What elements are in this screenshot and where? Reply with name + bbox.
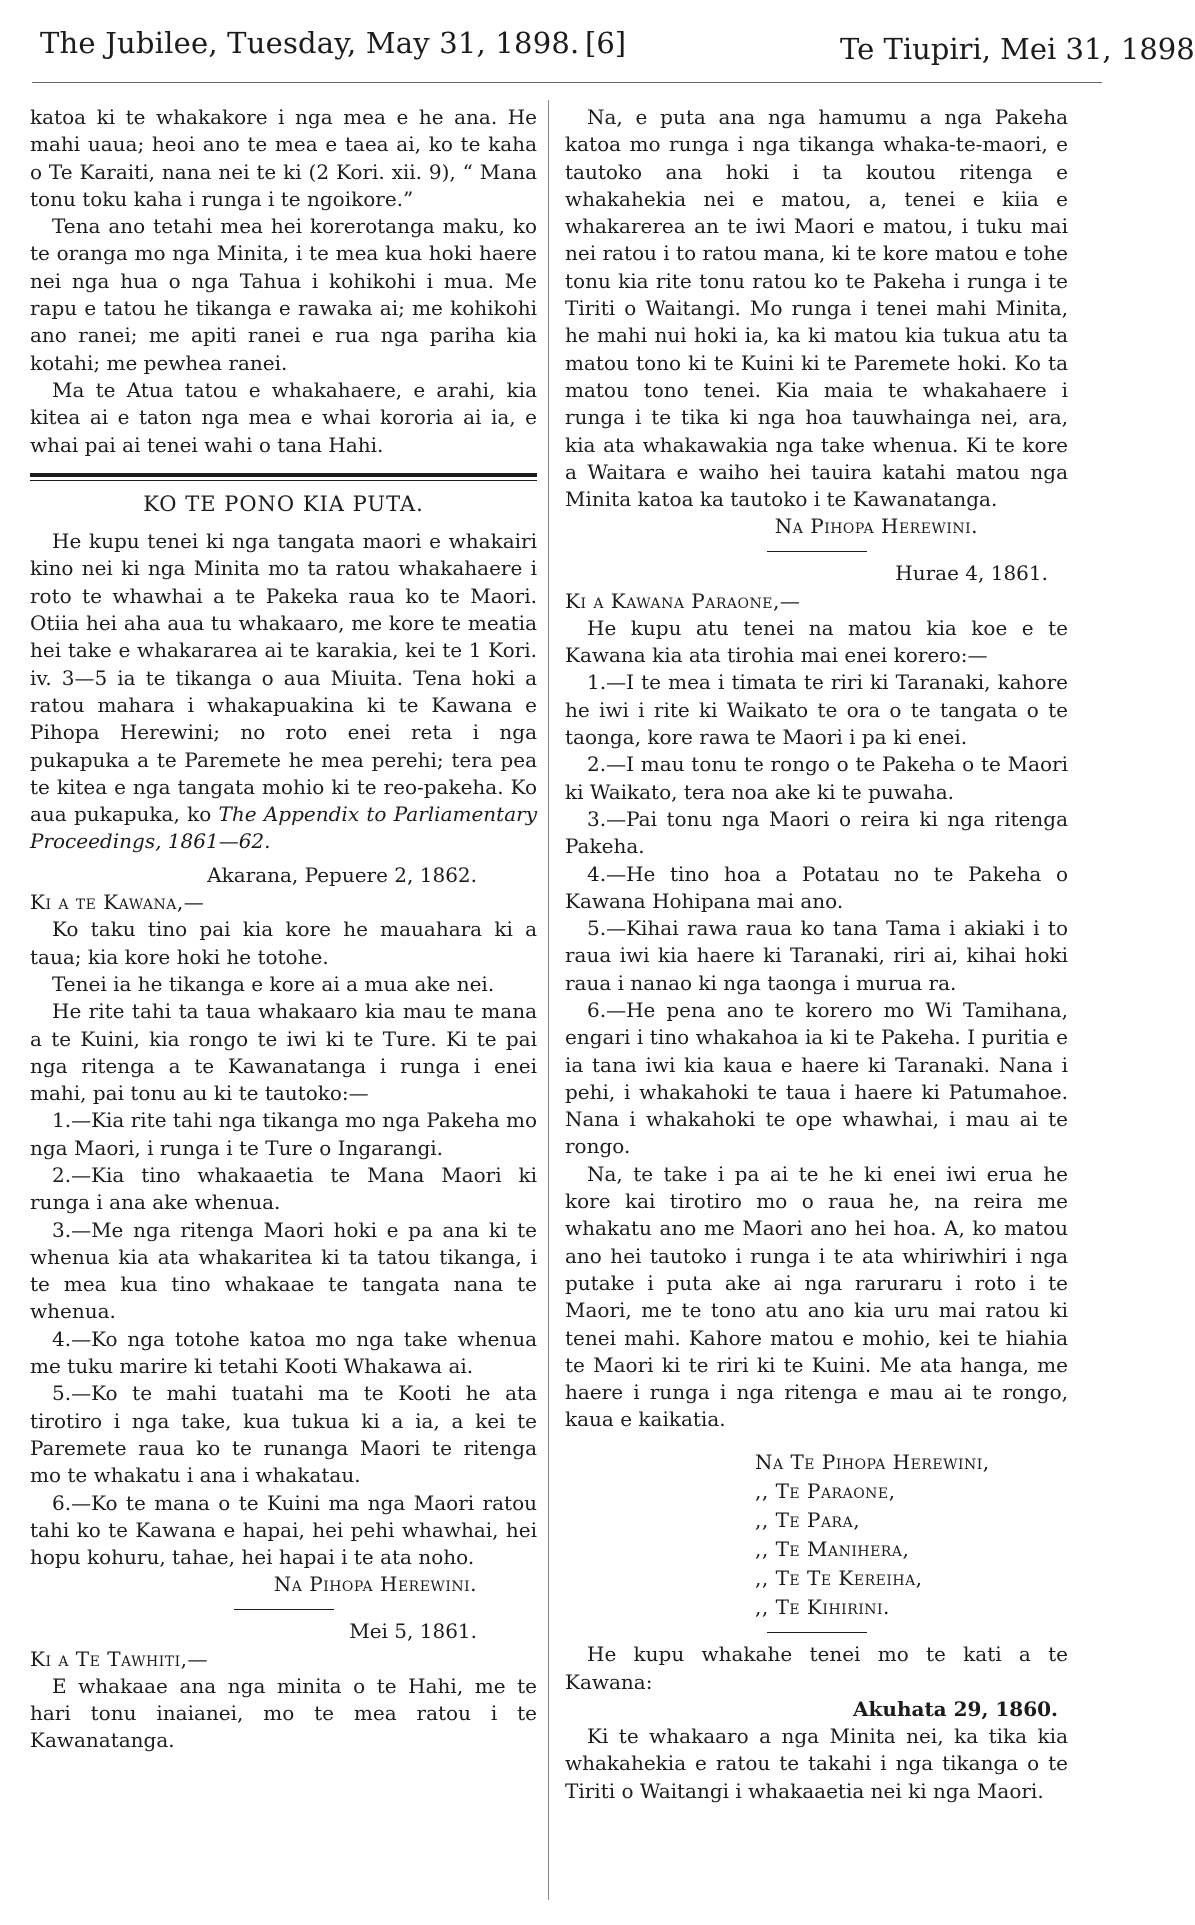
paragraph: katoa ki te whakakore i nga mea e he ana. He mahi uaua; heoi ano te mea e taea ai, ko te kaha o Te Karaiti, nana nei te ki (2 Kori. xii. 9), “ Mana tonu toku kaha i runga i te ngoikore.” <box>30 105 537 211</box>
letter-date: Hurae 4, 1861. <box>895 561 1048 586</box>
letter-date: Mei 5, 1861. <box>349 1619 477 1644</box>
paragraph: Ki te whakaaro a nga Minita nei, ka tika kia whakahekia e ratou te takahi i nga tikanga o te Tiriti o Waitangi i whakaaetia nei ki nga Maori. <box>565 1724 1068 1803</box>
list-item: 5.—Ko te mahi tuatahi ma te Kooti he ata tirotiro i nga take, kua tukua ki a ia, a kei te Paremete raua ko te runanga Maori te ritenga mo te whakatu i ana i whakatau. <box>30 1381 537 1488</box>
paragraph: Ko taku tino pai kia kore he mauahara ki a taua; kia kore hoki he totohe. <box>30 917 537 969</box>
letter-salutation: Ki a Kawana Paraone,— <box>565 588 801 613</box>
list-item: 2.—I mau tonu te rongo o te Pakeha o te Maori ki Waikato, tera noa ake ki te puwaha. <box>565 752 1068 804</box>
page-number: [6] <box>585 26 627 60</box>
paragraph: He kupu atu tenei na matou kia koe e te Kawana kia ata tirohia mai enei korero:— <box>565 615 1068 668</box>
letter-salutation: Ki a Te Tawhiti,— <box>30 1646 208 1671</box>
letter-signature: Na Pihopa Herewini. <box>273 1572 477 1597</box>
list-item: 1.—I te mea i timata te riri ki Taranaki, kahore he iwi i rite ki Waikato te ora o te tangata o te taonga, kore rawa te Maori i pa ki enei. <box>565 670 1068 750</box>
list-item: 3.—Pai tonu nga Maori o reira ki nga ritenga Pakeha. <box>565 806 1068 859</box>
paragraph: Tenei ia he tikanga e kore ai a mua ake nei. <box>52 971 495 996</box>
separator-rule <box>767 1632 867 1634</box>
paragraph: Na, te take i pa ai te he ki enei iwi erua he kore kai tirotiro mo o raua he, na reira me whakatu ano me Maori ano hei hoa. A, ko matou ano hei tautoko i runga i te ata whiriwhiri i nga putake i puta ake ai nga raruraru i roto i te Maori, me te tono atu ano kia uru mai ratou ki tenei mahi. Kahore matou e mohio, kei te hiahia te Maori ki te riri ki te Kuini. Me ata hanga, me haere i runga i nga ritenga e mau ai te rongo, kaua e kaikatia. <box>565 1161 1068 1432</box>
paragraph: Ma te Atua tatou e whakahaere, e arahi, kia kitea ai e taton nga mea e whai kororia ai ia, e whai pai ai tenei wahi o tana Hahi. <box>30 377 537 457</box>
signatory: Na Te Pihopa Herewini, <box>755 1449 990 1474</box>
page-header <box>40 26 1195 86</box>
paragraph: Tena ano tetahi mea hei korerotanga maku, ko te oranga mo nga Minita, i te mea kua hoki haere nei nga hua o nga Tahua i kohikohi i mua. Me rapu e tatou he tikanga e rawaka ai; me kohikohi ano ranei; me apiti ranei e rua nga pariha kia kotahi; me pewhea ranei. <box>30 214 537 375</box>
paragraph: He rite tahi ta taua whakaaro kia mau te mana a te Kuini, kia rongo te iwi ki te Ture. Ki te pai nga ritenga a te Kawanatanga i runga i enei mahi, pai tonu au ki te tautoko:— <box>30 999 537 1106</box>
header-left-title: The Jubilee, Tuesday, May 31, 1898. <box>40 26 580 60</box>
note: He kupu whakahe tenei mo te kati a te Kawana: <box>565 1642 1068 1694</box>
signatory-list <box>565 1448 1068 1622</box>
list-item: 3.—Me nga ritenga Maori hoki e pa ana ki te whenua kia ata whakaritea ki ta tatou tikanga, i te mea kua tino whakaae te tangata nana te whenua. <box>30 1217 537 1324</box>
list-item: 4.—He tino hoa a Potatau no te Pakeha o Kawana Hohipana mai ano. <box>565 861 1068 913</box>
list-item: 4.—Ko nga totohe katoa mo nga take whenua me tuku marire ki tetahi Kooti Whakawa ai. <box>30 1326 537 1379</box>
article-intro <box>30 528 537 856</box>
letter-signature: Na Pihopa Herewini. <box>774 514 978 539</box>
header-rule <box>32 82 1102 83</box>
letter-dateline: Akarana, Pepuere 2, 1862. <box>207 862 477 887</box>
separator-rule <box>767 551 867 553</box>
list-item: 1.—Kia rite tahi nga tikanga mo nga Pakeha mo nga Maori, i runga i te Ture o Ingarangi. <box>30 1108 537 1160</box>
list-item: 2.—Kia tino whakaaetia te Mana Maori ki runga i ana ake whenua. <box>30 1162 537 1215</box>
list-item: 5.—Kihai rawa raua ko tana Tama i akiaki i to raua iwi kia haere ki Taranaki, riri ai, kihai hoki raua i nanao ki nga taonga i murua ra. <box>565 916 1068 995</box>
letter-salutation: Ki a te Kawana,— <box>30 890 205 915</box>
separator-rule <box>234 1609 334 1611</box>
paragraph: Na, e puta ana nga hamumu a nga Pakeha katoa mo runga i nga tikanga whaka-te-maori, e tautoko ana hoki i ta koutou ritenga e whakahekia nei e matou, a, tenei e kiia e whakarerea an te iwi Maori e matou, i tuku mai nei ratou i to ratou mana, ki te kore matou e tohe tonu kia rite tonu ratou ko te Pakeha i runga i te Tiriti o Waitangi. Mo runga i tenei mahi Minita, he mahi nui hoki ia, ka ki matou kia tukua atu ta matou tono ki te Kuini ki te Paremete hoki. Ko ta matou tono tenei. Kia maia te whakahaere i runga i te tika ki nga hoa tauwhainga nei, ara, kia ata whakawakia nga take whenua. Ki te kore a Waitara e waiho hei tauira katahi matou nga Minita katoa ka tautoko i te Kawanatanga. <box>565 105 1068 512</box>
signatory: ,, Te Te Kereiha, <box>755 1565 923 1590</box>
column-divider <box>548 100 549 1900</box>
right-column <box>565 104 1068 1805</box>
paragraph: E whakaae ana nga minita o te Hahi, me te hari tonu inaianei, mo te mea ratou i te Kawanatanga. <box>30 1673 537 1753</box>
signatory: ,, Te Para, <box>755 1507 861 1532</box>
article-title: KO TE PONO KIA PUTA. <box>143 491 424 516</box>
signatory: ,, Te Paraone, <box>755 1478 896 1503</box>
signatory: ,, Te Manihera, <box>755 1536 910 1561</box>
article-intro-citation: The Appendix to Parliamentary Proceedings, 1861—62. <box>30 802 537 854</box>
list-item: 6.—He pena ano te korero mo Wi Tamihana, engari i tino whakahoa ia ki te Pakeha. I puritia e ia tana iwi kia kaua e haere ki Taranaki. Nana i pehi, i whakahoki te taua i haere ki Patumahoe. Nana i whakahoki te ope whawhai, i mau ai te rongo. <box>565 998 1068 1159</box>
signatory: ,, Te Kihirini. <box>755 1594 890 1619</box>
left-column <box>30 104 537 1755</box>
note-date: Akuhata 29, 1860. <box>853 1696 1058 1721</box>
header-right-title: Te Tiupiri, Mei 31, 1898 <box>840 32 1195 66</box>
list-item: 6.—Ko te mana o te Kuini ma nga Maori ratou tahi ko te Kawana e hapai, hei pehi whawhai, hei hopu kohuru, tahae, hei hapai i te ata noho. <box>30 1490 537 1570</box>
double-rule <box>30 473 537 481</box>
article-intro-text: He kupu tenei ki nga tangata maori e whakairi kino nei ki nga Minita mo ta ratou whakahaere i roto te whawhai a te Pakeka raua ko te Maori. Otiia hei aha aua tu whakaaro, me kore te meatia hei take e whakararea ai te karakia, kei te 1 Kori. iv. 3—5 ia te tikanga o aua Miuita. Tena hoki a ratou mahara i whakapuakina ki te Kawana e Pihopa Herewini; no roto enei reta i nga pukapuka a te Paremete he mea perehi; tera pea te kitea e nga tangata mohio ki te reo-pakeha. Ko aua pukapuka, ko <box>30 529 537 827</box>
